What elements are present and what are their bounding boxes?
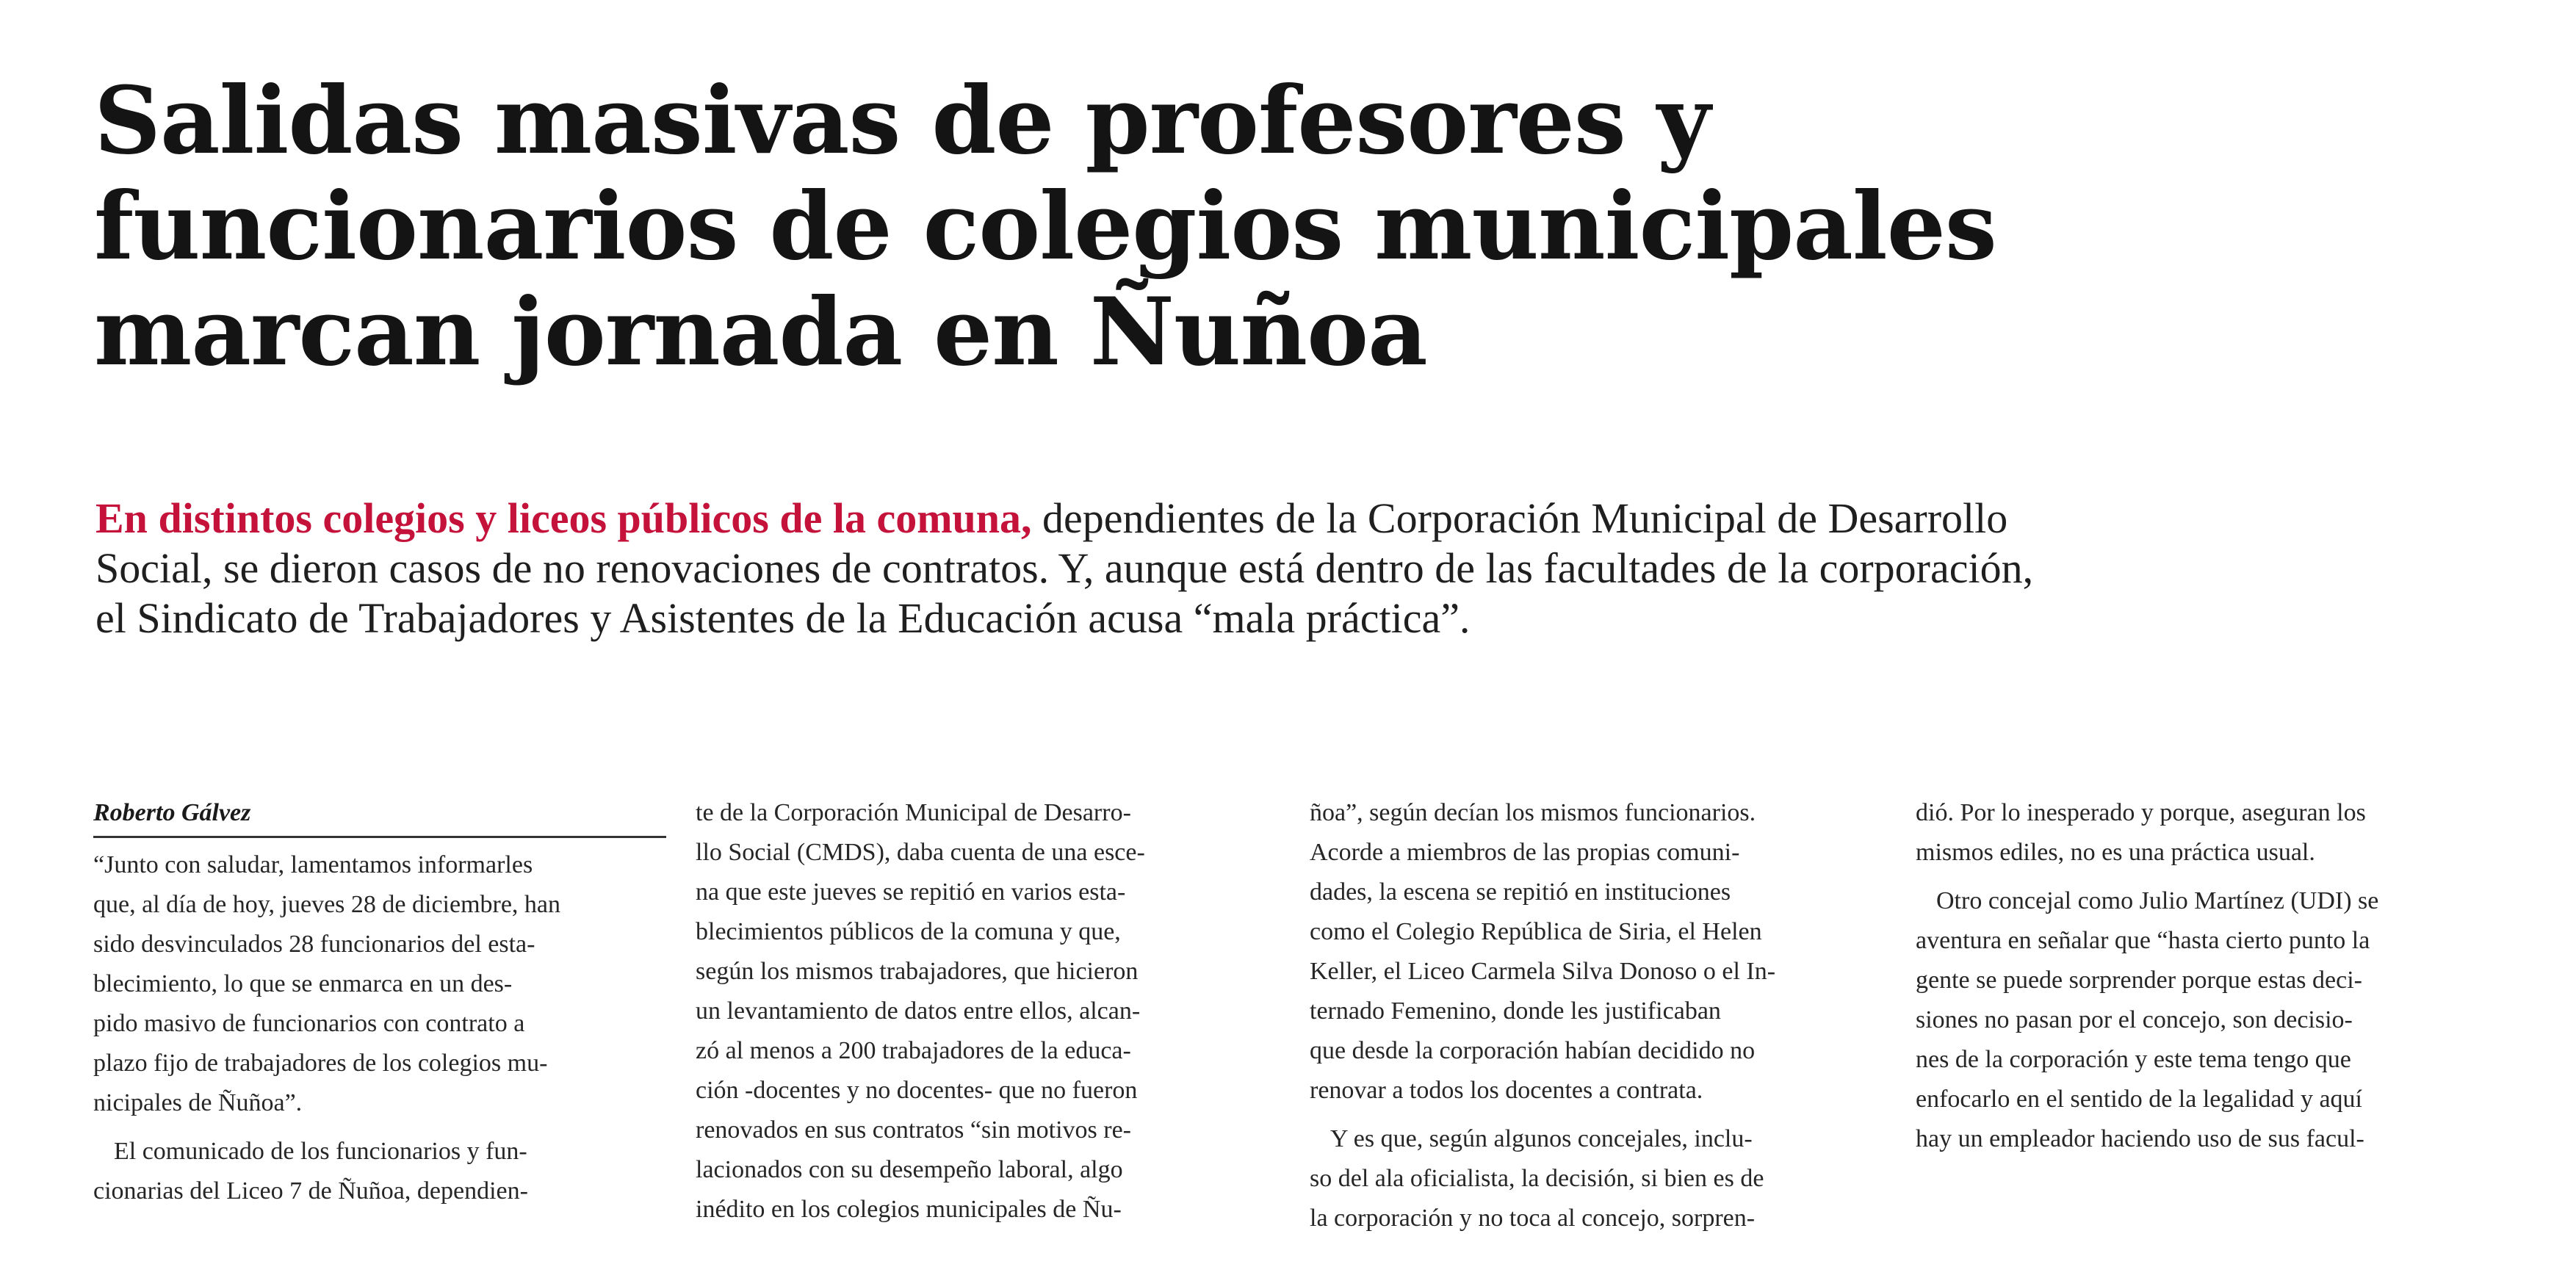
body-line: na que este jueves se repitió en varios esta- xyxy=(696,878,1126,906)
body-line: ción -docentes y no docentes- que no fueron xyxy=(696,1077,1138,1104)
body-line: El comunicado de los funcionarios y fun- xyxy=(114,1138,527,1165)
body-line: cionarias del Liceo 7 de Ñuñoa, dependien- xyxy=(93,1177,528,1205)
headline-line: Salidas masivas de profesores y xyxy=(94,66,1710,175)
body-line: siones no pasan por el concejo, son decisio- xyxy=(1916,1006,2353,1033)
byline: Roberto Gálvez xyxy=(93,793,666,838)
body-line: nicipales de Ñuñoa”. xyxy=(93,1089,303,1116)
deck-text: dependientes de la Corporación Municipal de Desarrollo xyxy=(1031,494,2008,542)
body-line: pido masivo de funcionarios con contrato a xyxy=(93,1010,525,1037)
body-line: Acorde a miembros de las propias comuni- xyxy=(1310,839,1740,866)
body-line: llo Social (CMDS), daba cuenta de una esce- xyxy=(696,839,1145,866)
body-line: lacionados con su desempeño laboral, algo xyxy=(696,1156,1123,1183)
body-line: la corporación y no toca al concejo, sorpren- xyxy=(1310,1205,1756,1232)
body-line: ternado Femenino, donde les justificaban xyxy=(1310,997,1721,1025)
deck-line: Social, se dieron casos de no renovaciones de contratos. Y, aunque está dentro de las facultades de la corporación, xyxy=(95,544,2034,592)
body-column-4 xyxy=(1916,793,2489,1159)
body-line: enfocarlo en el sentido de la legalidad y aquí xyxy=(1916,1086,2362,1113)
body-line: dades, la escena se repitió en instituciones xyxy=(1310,878,1731,906)
body-line: renovados en sus contratos “sin motivos re- xyxy=(696,1116,1131,1144)
body-line: que, al día de hoy, jueves 28 de diciembre, han xyxy=(93,891,561,918)
body-line: renovar a todos los docentes a contrata. xyxy=(1310,1077,1703,1104)
headline xyxy=(94,68,2518,385)
body-line: plazo fijo de trabajadores de los colegios mu- xyxy=(93,1050,548,1077)
body-line: blecimientos públicos de la comuna y que, xyxy=(696,918,1121,945)
body-line: blecimiento, lo que se enmarca en un des- xyxy=(93,970,513,997)
body-column-1 xyxy=(93,793,666,1211)
body-line: que desde la corporación habían decidido no xyxy=(1310,1037,1756,1064)
body-line: ñoa”, según decían los mismos funcionarios. xyxy=(1310,799,1756,826)
body-line: mismos ediles, no es una práctica usual. xyxy=(1916,839,2315,866)
deck-line xyxy=(95,494,2519,544)
body-line: nes de la corporación y este tema tengo que xyxy=(1916,1046,2351,1073)
deck-summary xyxy=(95,494,2519,643)
deck-kicker: En distintos colegios y liceos públicos de la comuna, xyxy=(95,494,1032,542)
body-line: te de la Corporación Municipal de Desarro- xyxy=(696,799,1131,826)
body-line: “Junto con saludar, lamentamos informarles xyxy=(93,851,533,878)
body-column-2 xyxy=(696,793,1269,1230)
body-line: Otro concejal como Julio Martínez (UDI) se xyxy=(1936,887,2379,914)
body-line: inédito en los colegios municipales de Ñu- xyxy=(696,1196,1122,1223)
body-line: dió. Por lo inesperado y porque, aseguran los xyxy=(1916,799,2366,826)
body-line: como el Colegio República de Siria, el Helen xyxy=(1310,918,1762,945)
body-line: hay un empleador haciendo uso de sus facul- xyxy=(1916,1125,2364,1152)
body-line: un levantamiento de datos entre ellos, alcan- xyxy=(696,997,1141,1025)
body-line: según los mismos trabajadores, que hicieron xyxy=(696,958,1139,985)
body-line: Keller, el Liceo Carmela Silva Donoso o el In- xyxy=(1310,958,1776,985)
headline-line: funcionarios de colegios municipales xyxy=(94,172,1996,281)
body-line: zó al menos a 200 trabajadores de la educa- xyxy=(696,1037,1131,1064)
body-line: Y es que, según algunos concejales, inclu- xyxy=(1330,1125,1753,1152)
body-line: gente se puede sorprender porque estas deci- xyxy=(1916,967,2362,994)
body-line: so del ala oficialista, la decisión, si bien es de xyxy=(1310,1165,1764,1192)
body-line: sido desvinculados 28 funcionarios del esta- xyxy=(93,931,535,958)
deck-line: el Sindicato de Trabajadores y Asistentes de la Educación acusa “mala práctica”. xyxy=(95,594,1471,642)
headline-line: marcan jornada en Ñuñoa xyxy=(94,278,1427,386)
body-column-3 xyxy=(1310,793,1883,1238)
body-line: aventura en señalar que “hasta cierto punto la xyxy=(1916,927,2370,954)
